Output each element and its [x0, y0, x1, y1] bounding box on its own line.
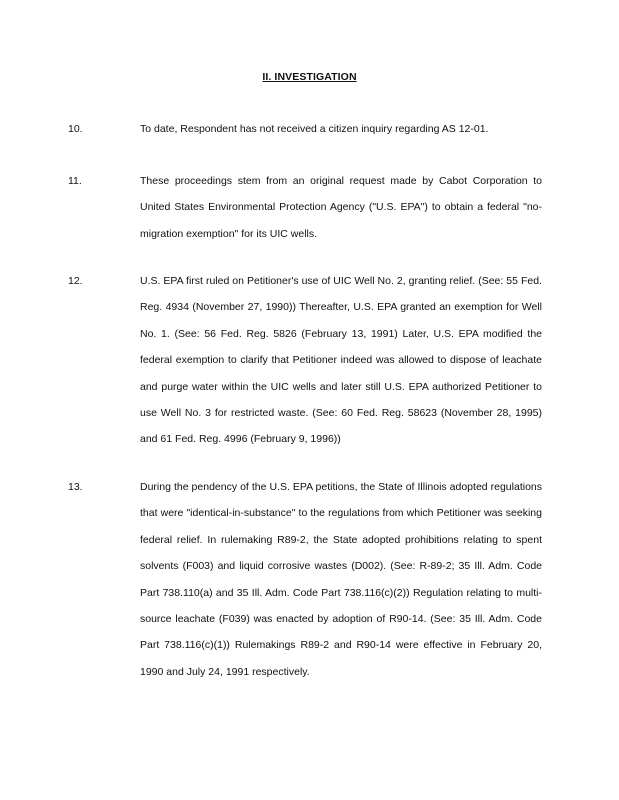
paragraph-number: 12.	[68, 275, 83, 287]
section-heading: II. INVESTIGATION	[262, 71, 357, 83]
paragraph-number: 11.	[68, 175, 82, 187]
paragraph-text: U.S. EPA first ruled on Petitioner's use of UIC Well No. 2, granting relief. (See: 55 Fed. Reg. 4934 (November 27, 1990)) Thereafter, U.S. EPA granted an exemption for Well No. 1. (See: 56 Fed. Reg. 5826 (February 13, 1991) Later, U.S. EPA modified the federal exemption to clarify that Petitioner indeed was allowed to dispose of leachate and purge water within the UIC wells and later still U.S. EPA authorized Petitioner to use Well No. 3 for restricted waste. (See: 60 Fed. Reg. 58623 (November 28, 1995) and 61 Fed. Reg. 4996 (February 9, 1996))	[140, 275, 542, 446]
paragraph-number: 13.	[68, 481, 83, 493]
paragraph-text: During the pendency of the U.S. EPA petitions, the State of Illinois adopted regulations that were "identical-in-substance" to the regulations from which Petitioner was seeking federal relief. In rulemaking R89-2, the State adopted prohibitions relating to spent solvents (F003) and liquid corrosive wastes (D002). (See: R-89-2; 35 Ill. Adm. Code Part 738.110(a) and 35 Ill. Adm. Code Part 738.116(c)(2)) Regulation relating to multi-source leachate (F039) was enacted by adoption of R90-14. (See: 35 Ill. Adm. Code Part 738.116(c)(1)) Rulemakings R89-2 and R90-14 were effective in February 20, 1990 and July 24, 1991 respectively.	[140, 481, 542, 678]
paragraph-number: 10.	[68, 123, 83, 135]
paragraph-text: These proceedings stem from an original request made by Cabot Corporation to United States Environmental Protection Agency ("U.S. EPA") to obtain a federal "no-migration exemption" for its UIC wells.	[140, 175, 542, 240]
paragraph-text: To date, Respondent has not received a citizen inquiry regarding AS 12-01.	[140, 123, 489, 135]
